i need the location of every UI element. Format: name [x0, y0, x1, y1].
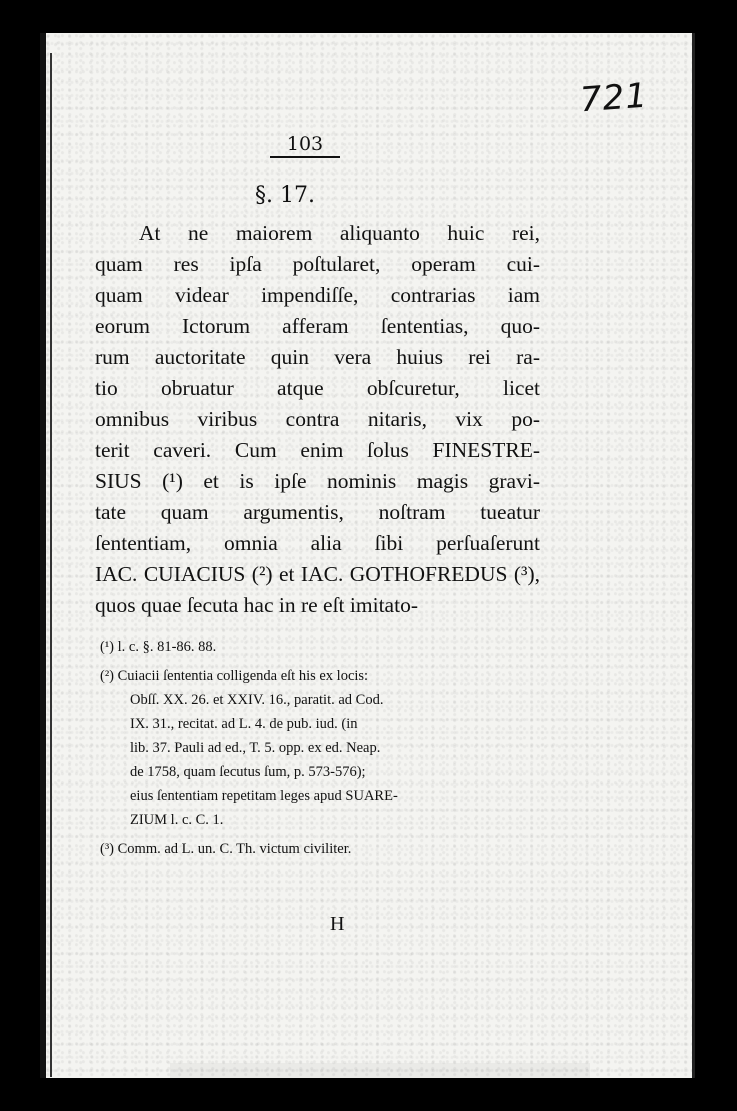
- footnotes: [100, 635, 540, 861]
- body-text: [95, 218, 540, 621]
- body-line: IAC. CUIACIUS (²) et IAC. GOTHOFREDUS (³),: [95, 562, 540, 586]
- body-line: quam res ipſa poſtularet, operam cui-: [95, 252, 540, 276]
- footnote-2-line: lib. 37. Pauli ad ed., T. 5. opp. ex ed. Neap.: [130, 740, 381, 756]
- footnote-3: (³) Comm. ad L. un. C. Th. victum civiliter.: [100, 841, 352, 857]
- bleed-through-shadow: [170, 1063, 590, 1081]
- page-right-edge: [692, 33, 695, 1078]
- footnote-2: (²) Cuiacii ſententia colligenda eſt his ex locis:: [100, 668, 369, 684]
- body-line: tio obruatur atque obſcuretur, licet: [95, 376, 540, 400]
- footnote-2-line: de 1758, quam ſecutus ſum, p. 573-576);: [130, 764, 366, 780]
- body-line: ſententiam, omnia alia ſibi perſuaſerunt: [95, 531, 540, 555]
- body-line: SIUS (¹) et is ipſe nominis magis gravi-: [95, 469, 540, 493]
- section-heading: §. 17.: [255, 183, 315, 208]
- page-number: 103: [270, 133, 340, 158]
- signature-mark: H: [330, 913, 345, 935]
- body-line: eorum Ictorum afferam ſententias, quo-: [95, 314, 540, 338]
- footnote-2-line: Obſſ. XX. 26. et XXIV. 16., paratit. ad Cod.: [130, 692, 384, 708]
- page-gutter-line: [50, 53, 52, 1077]
- document-page: [40, 33, 695, 1078]
- handwritten-number: 721: [578, 75, 650, 121]
- footnote-2-line: eius ſententiam repetitam leges apud SUARE-: [130, 788, 398, 804]
- footnote-1: (¹) l. c. §. 81-86. 88.: [100, 639, 217, 655]
- body-line: omnibus viribus contra nitaris, vix po-: [95, 407, 540, 431]
- body-line: terit caveri. Cum enim ſolus FINESTRE-: [95, 438, 540, 462]
- page-spine-shadow: [40, 33, 46, 1078]
- body-line: quam videar impendiſſe, contrarias iam: [95, 283, 540, 307]
- body-line: rum auctoritate quin vera huius rei ra-: [95, 345, 540, 369]
- body-line: quos quae ſecuta hac in re eſt imitato-: [95, 593, 418, 617]
- body-line: tate quam argumentis, noſtram tueatur: [95, 500, 540, 524]
- footnote-2-line: ZIUM l. c. C. 1.: [130, 812, 224, 828]
- footnote-2-line: IX. 31., recitat. ad L. 4. de pub. iud. (in: [130, 716, 358, 732]
- body-line: At ne maiorem aliquanto huic rei,: [139, 221, 540, 245]
